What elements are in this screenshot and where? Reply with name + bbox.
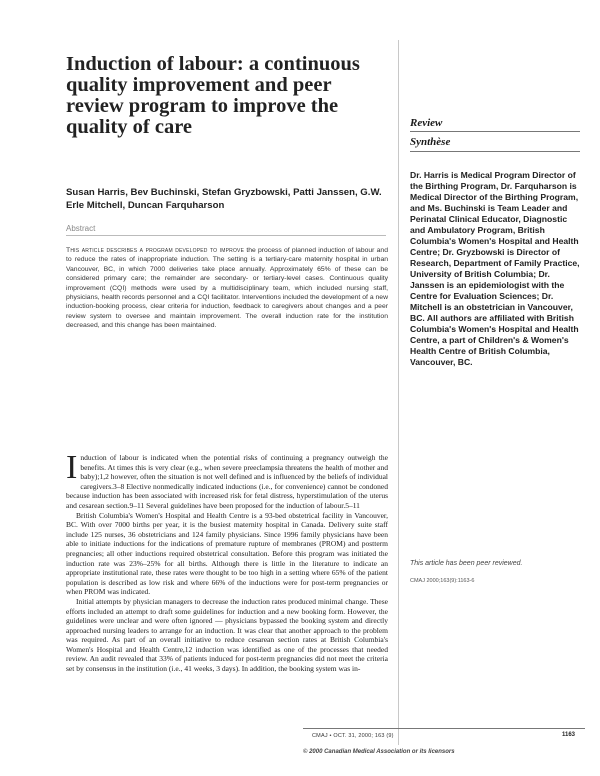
footer-divider <box>303 728 585 729</box>
divider <box>66 235 386 236</box>
paragraph: British Columbia's Women's Hospital and Health Centre is a 93-bed obstetrical facility in Vancouver, BC. With over 7000 births per year, it is the busiest maternity hospital in Canada. Delivery suite staff include 125 nurses, 36 obstetricians and 124 family physicians. Since 1996 family physicians have been able to initiate inductions for the indications of premature rupture of membranes (PROM) and postterm pregnancies; all other inductions required obstetrical consultation. Before this program was initiated the induction rate was 23%–25% for all births. Although there is little in the literature to indicate an appropriate institutional rate, these rates were thought to be too high in a setting where 65% of the patient population is described as low risk and where 66% of the inductions were for post-term pregnancies or when PROM was indicated. <box>66 510 388 597</box>
divider <box>410 151 580 152</box>
peer-review-note: This article has been peer reviewed. <box>410 560 523 567</box>
citation: CMAJ 2000;163(9):1163-6 <box>410 578 475 584</box>
author-affiliations: Dr. Harris is Medical Program Director of the Birthing Program, Dr. Farquharson is Medical Director of the Birthing Program, and Ms. Buchinski is Team Leader and Perinatal Clinical Educator, Diagnostic and Ambulatory Program, British Columbia's Women's Hospital and Health Centre; Dr. Gryzbowski is Director of Research, Department of Family Practice, University of British Columbia; Dr. Janssen is an epidemiologist with the Centre for Evaluation Sciences; Dr. Mitchell is an obstetrician in Vancouver, BC. All authors are affiliated with British Columbia's Women's Hospital and Health Centre, a part of Children's & Women's Health Centre of British Columbia, Vancouver, BC. <box>410 170 580 367</box>
abstract-body: the process of planned induction of labour and to reduce the rates of inappropriate induction. The setting is a tertiary-care maternity hospital in urban Vancouver, BC, in which 7000 deliveries take place annually. Approximately 65% of these can be considered primary care; the remainder are secondary- or tertiary-level cases. Continuous quality improvement (CQI) methods were used by a multidisciplinary team, which included nursing staff, physicians, health records personnel and a CQI facilitator. Interventions included the development of a new induction-booking process, clear criteria for induction, feedback to caregivers about changes and a peer review system to oversee and maintain improvement. The overall induction rate for the institution decreased, and this change has been maintained. <box>66 247 388 330</box>
paragraph: Initial attempts by physician managers to decrease the induction rates produced minimal change. These efforts included an attempt to draft some guidelines for induction and a new booking form. However, the guidelines were unclear and were often ignored — physicians bypassed the booking system and directly approached nursing leaders to arrange for an induction. It was clear that another approach to the problem was required. As part of an overall initiative to reduce cesarean section rates at British Columbia's Women's Hospital and Health Centre,12 induction was identified as one of the processes that needed review. An audit revealed that 33% of patients induced for post-term pregnancies did not meet the criteria set by consensus in the institution (i.e., 41 weeks, 3 days). In addition, the booking system was in- <box>66 596 388 674</box>
copyright: © 2000 Canadian Medical Association or its licensors <box>303 749 455 755</box>
drop-cap: I <box>66 449 78 486</box>
article-title: Induction of labour: a continuous quality improvement and peer review program to improve the quality of care <box>66 53 360 138</box>
divider <box>410 131 580 132</box>
abstract-heading: Abstract <box>66 224 96 233</box>
page-number: 1163 <box>562 732 576 738</box>
paragraph <box>66 449 388 511</box>
paragraph-text: nduction of labour is indicated when the potential risks of continuing a pregnancy outweigh the benefits. At times this is very clear (e.g., when severe preeclampsia threatens the health of mother and baby);1,2 however, often the situation is not well defined and is influenced by the beliefs of individual caregivers.3–8 Elective nonmedically indicated inductions (i.e., for convenience) cannot be condoned because induction has been associated with increased risk for fetal distress, hyperstimulation of the uterus and cesarean section.9–11 Several guidelines have been proposed for the induction of labour.5–11 <box>66 453 388 510</box>
abstract-lead: This article describes a program developed to improve <box>66 247 245 254</box>
author-list: Susan Harris, Bev Buchinski, Stefan Gryzbowski, Patti Janssen, G.W. Erle Mitchell, Duncan Farquharson <box>66 187 382 211</box>
section-label-review: Review <box>410 117 443 129</box>
column-divider <box>398 40 399 745</box>
abstract-text <box>66 246 388 331</box>
section-label-synthese: Synthèse <box>410 136 451 148</box>
body-text <box>66 449 388 674</box>
journal-info: CMAJ • OCT. 31, 2000; 163 (9) <box>312 733 394 739</box>
